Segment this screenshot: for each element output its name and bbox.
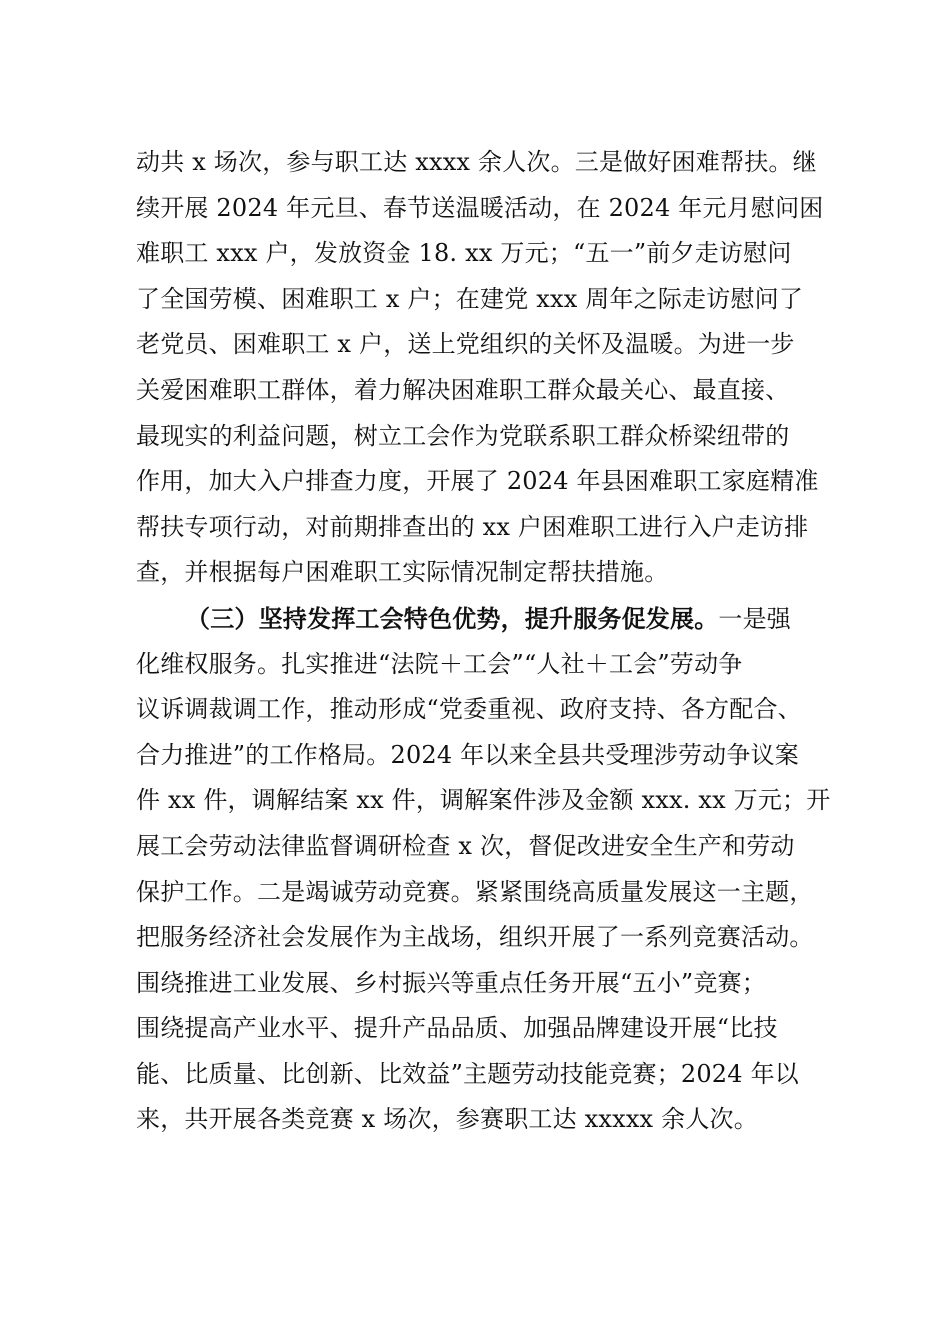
text-line: 能、比质量、比创新、比效益”主题劳动技能竞赛；2024 年以 — [136, 1059, 799, 1088]
text-line: 议诉调裁调工作，推动形成“党委重视、政府支持、各方配合、 — [136, 695, 802, 724]
text-line: 关爱困难职工群体，着力解决困难职工群众最关心、最直接、 — [136, 375, 790, 404]
text-line: 帮扶专项行动，对前期排查出的 xx 户困难职工进行入户走访排 — [136, 512, 809, 541]
section-heading: （三）坚持发挥工会特色优势，提升服务促发展。 — [186, 603, 719, 633]
text-line: 化维权服务。扎实推进“法院＋工会”“人社＋工会”劳动争 — [136, 649, 743, 678]
text-line-first — [136, 596, 836, 642]
text-line: 把服务经济社会发展作为主战场，组织开展了一系列竞赛活动。 — [136, 923, 814, 952]
text-line: 展工会劳动法律监督调研检查 x 次，督促改进安全生产和劳动 — [136, 831, 795, 860]
text-line: 作用，加大入户排查力度，开展了 2024 年县困难职工家庭精准 — [136, 467, 819, 496]
paragraph-union-advantages — [136, 596, 836, 1143]
text-line: 最现实的利益问题，树立工会作为党联系职工群众桥梁纽带的 — [136, 421, 790, 450]
text-line: 合力推进”的工作格局。2024 年以来全县共受理涉劳动争议案 — [136, 740, 799, 769]
text-line: 围绕推进工业发展、乡村振兴等重点任务开展“五小”竞赛； — [136, 968, 766, 997]
text-line: 来，共开展各类竞赛 x 场次，参赛职工达 xxxxx 余人次。 — [136, 1105, 758, 1134]
text-line: 查，并根据每户困难职工实际情况制定帮扶措施。 — [136, 558, 669, 587]
paragraph-hardship-assistance — [136, 140, 836, 596]
text-line: 件 xx 件，调解结案 xx 件，调解案件涉及金额 xxx. xx 万元；开 — [136, 786, 831, 815]
text-line: 保护工作。二是竭诚劳动竞赛。紧紧围绕高质量发展这一主题， — [136, 877, 814, 906]
text-line: 难职工 xxx 户，发放资金 18. xx 万元；“五一”前夕走访慰问 — [136, 239, 792, 268]
text-line: 动共 x 场次，参与职工达 xxxx 余人次。三是做好困难帮扶。继 — [136, 148, 817, 176]
text-fragment: 一是强 — [718, 604, 792, 633]
text-line: 围绕提高产业水平、提升产品品质、加强品牌建设开展“比技 — [136, 1014, 778, 1043]
document-body — [136, 140, 836, 1143]
text-line: 老党员、困难职工 x 户，送上党组织的关怀及温暖。为进一步 — [136, 330, 795, 359]
text-line: 了全国劳模、困难职工 x 户；在建党 xxx 周年之际走访慰问了 — [136, 284, 804, 313]
text-line: 续开展 2024 年元旦、春节送温暖活动，在 2024 年元月慰问困 — [136, 193, 824, 222]
